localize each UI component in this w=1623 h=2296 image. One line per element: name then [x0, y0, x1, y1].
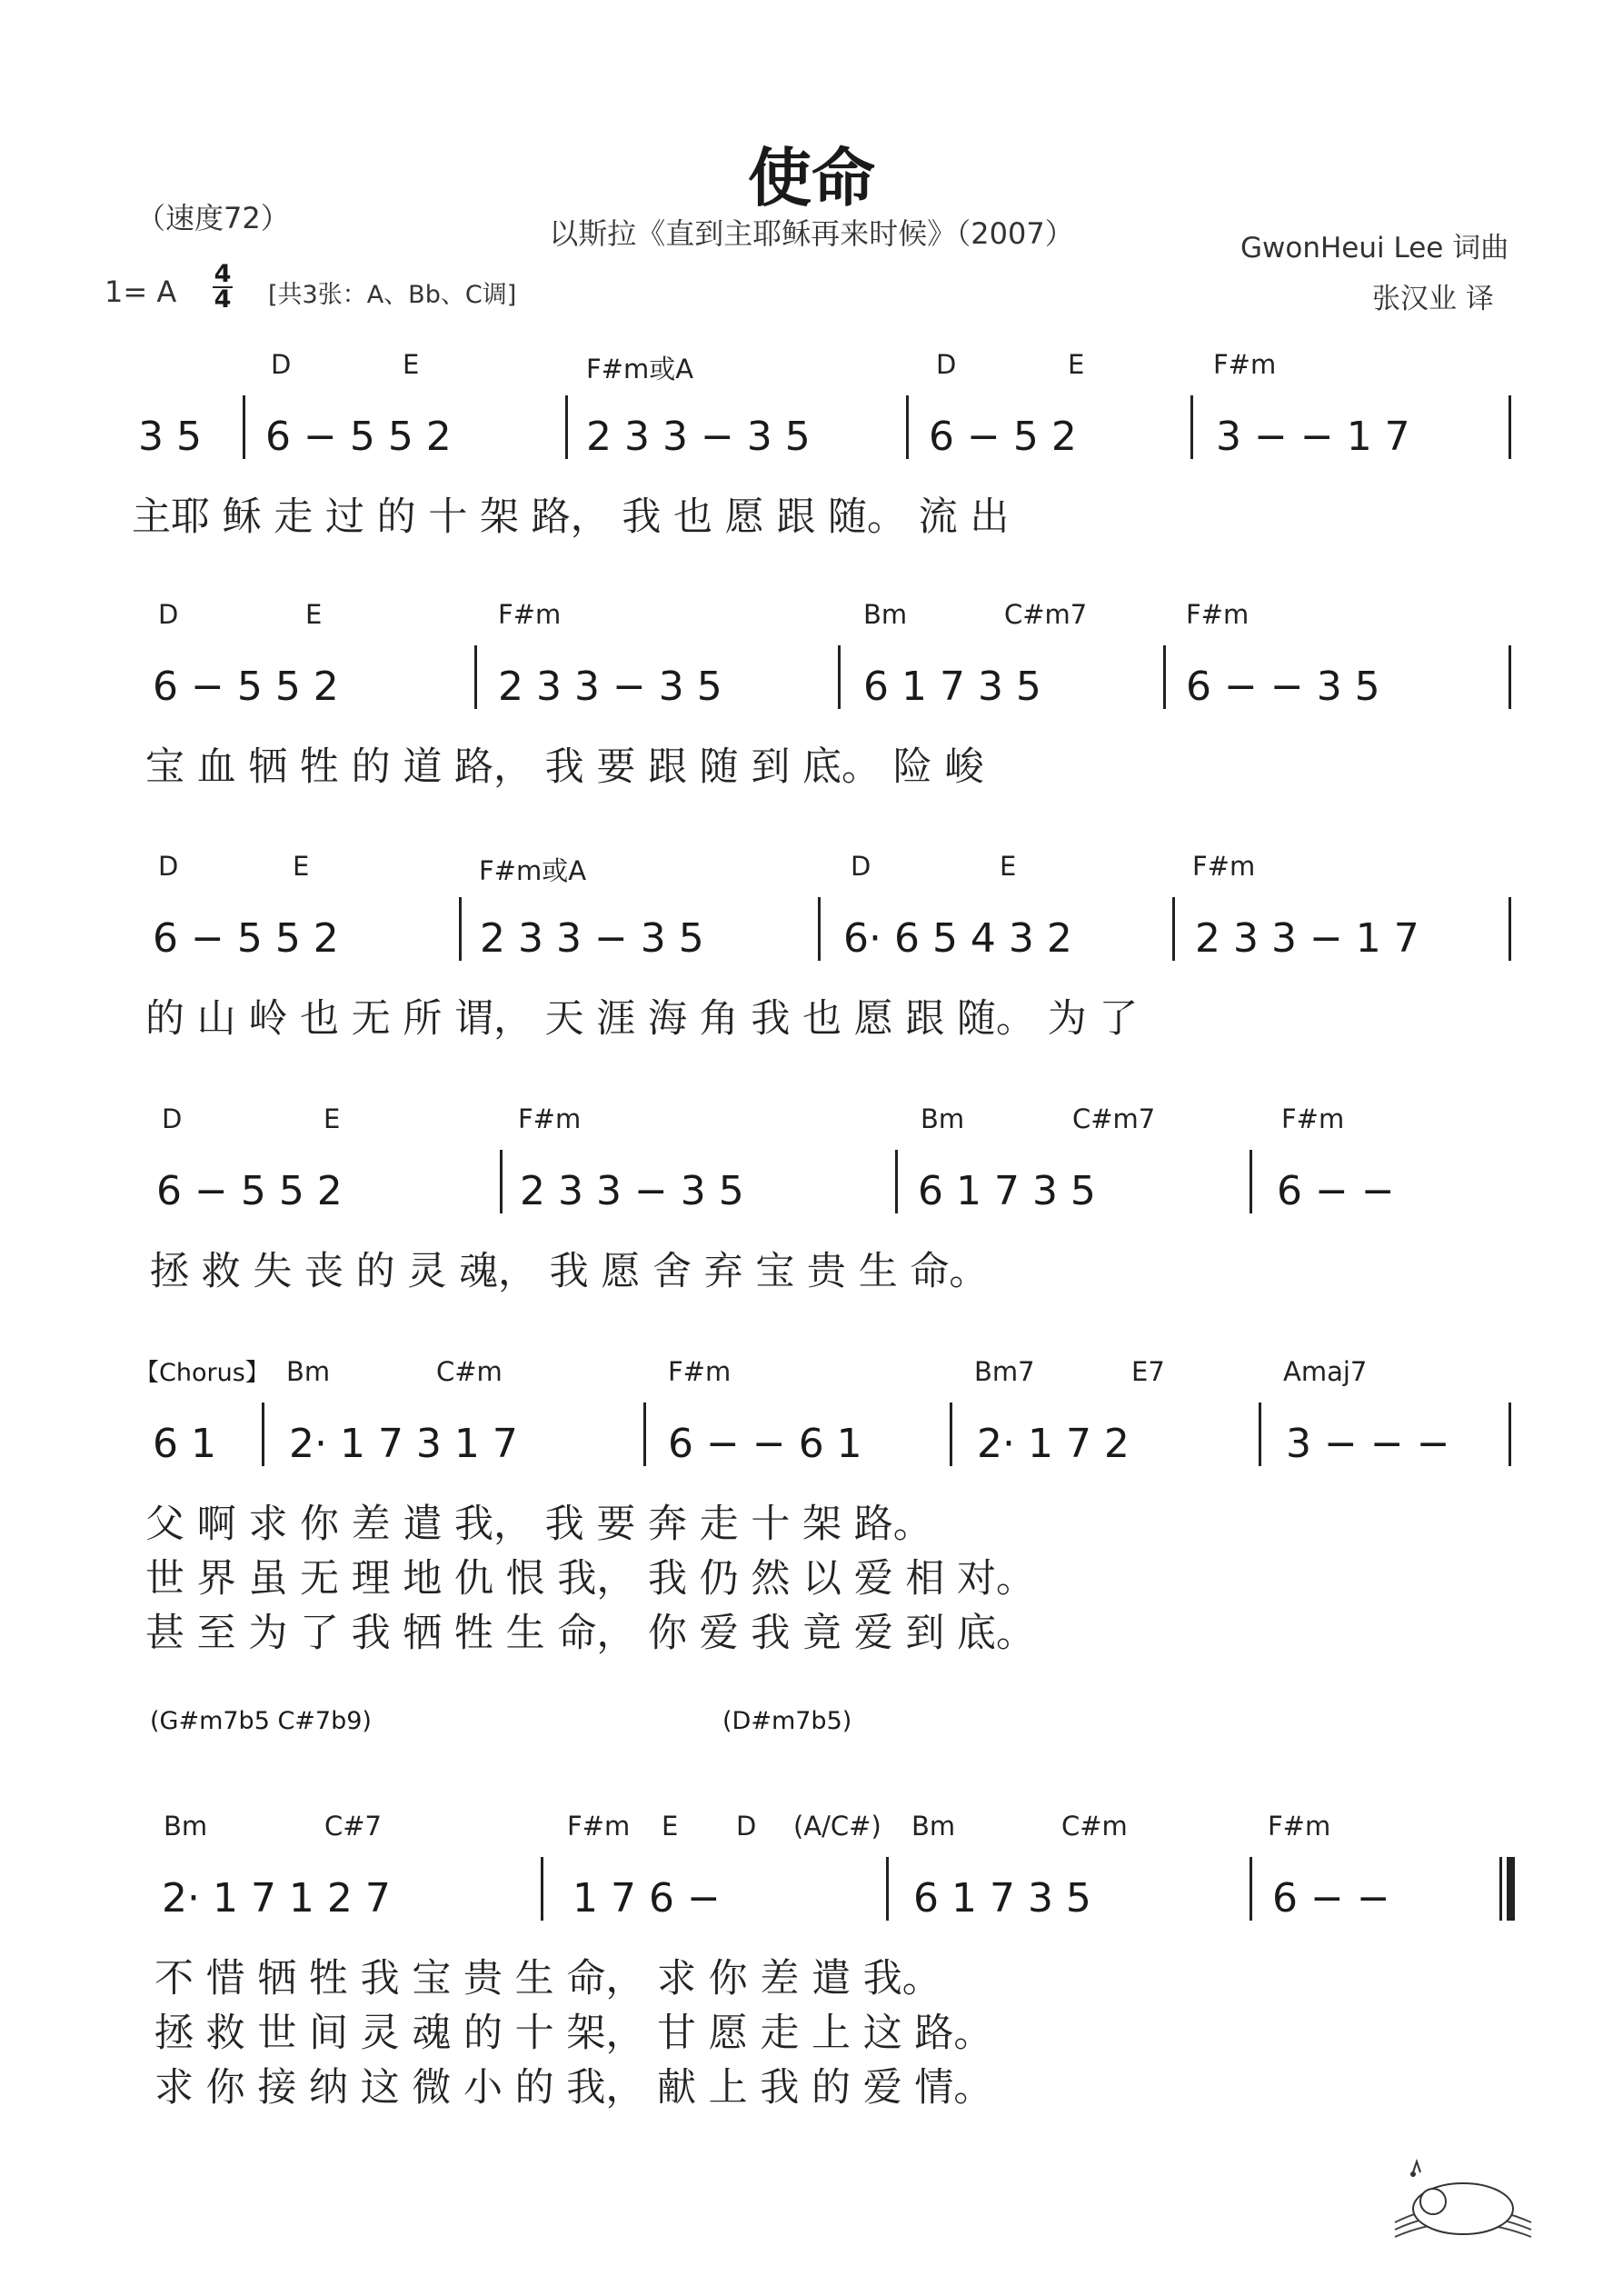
bar-line	[262, 1403, 264, 1466]
chord: D	[271, 349, 292, 380]
bar-line	[459, 897, 462, 961]
bar-line	[1508, 645, 1511, 709]
bar-line	[906, 395, 909, 459]
chord: C#m7	[1004, 599, 1088, 630]
notes: 3 − − 1 7	[1216, 414, 1410, 460]
bar-line	[1172, 897, 1175, 961]
bar-line	[1259, 1403, 1261, 1466]
chord: E7	[1131, 1356, 1165, 1387]
chord: F#m或A	[586, 354, 694, 384]
system-5-chorus	[0, 1343, 1623, 1662]
translator-credit: 张汉业 译	[1372, 283, 1494, 315]
system-3	[0, 838, 1623, 1047]
time-sig-top: 4	[214, 260, 232, 288]
chord: Bm	[921, 1103, 965, 1134]
lyric-line: 拯 救 世 间 灵 魂 的 十 架， 甘 愿 走 上 这 路。	[154, 2011, 993, 2056]
notes: 6 − − 6 1	[668, 1421, 862, 1467]
bar-line	[1250, 1150, 1252, 1213]
bar-line	[818, 897, 821, 961]
song-title: 使命	[748, 141, 875, 215]
chord: E	[305, 599, 323, 630]
bar-line	[838, 645, 841, 709]
system-2	[0, 586, 1623, 795]
time-sig-bottom: 4	[214, 285, 232, 314]
chord: C#m	[436, 1356, 503, 1387]
lyric-line: 的 山 岭 也 无 所 谓， 天 涯 海 角 我 也 愿 跟 随。 为 了	[145, 996, 1139, 1042]
chord: D	[936, 349, 957, 380]
chord: F#m	[1186, 599, 1250, 630]
notes: 3 5	[138, 414, 202, 460]
bar-line	[1508, 395, 1511, 459]
sheep-logo-icon	[1386, 2136, 1540, 2254]
bar-line	[500, 1150, 503, 1213]
lyric-line: 宝 血 牺 牲 的 道 路， 我 要 跟 随 到 底。 险 峻	[145, 744, 984, 790]
notes: 6 1 7 3 5	[913, 1875, 1091, 1922]
lyric-line: 主耶 稣 走 过 的 十 架 路， 我 也 愿 跟 随。 流 出	[132, 494, 1010, 540]
system-1	[0, 336, 1623, 545]
bar-line	[243, 395, 245, 459]
chord: Bm	[286, 1356, 331, 1387]
chord: D	[158, 599, 179, 630]
lyric-line: 不 惜 牺 牲 我 宝 贵 生 命， 求 你 差 遣 我。	[154, 1956, 941, 2002]
chord: C#7	[324, 1811, 382, 1842]
notes: 2 3 3 − 3 5	[498, 664, 722, 710]
lyric-line: 甚 至 为 了 我 牺 牲 生 命， 你 爱 我 竟 爱 到 底。	[145, 1611, 1036, 1656]
chord: E	[1000, 851, 1017, 882]
lyric-line: 拯 救 失 丧 的 灵 魂， 我 愿 舍 弃 宝 贵 生 命。	[150, 1249, 989, 1294]
chord: E	[1068, 349, 1085, 380]
notes: 1 7 6 −	[573, 1875, 721, 1922]
alt-chords-1: (G#m7b5 C#7b9)	[150, 1707, 372, 1735]
chord: F#m	[567, 1811, 631, 1842]
chorus-label: 【Chorus】	[134, 1359, 270, 1387]
chord: F#m或A	[479, 855, 587, 886]
chord: Amaj7	[1283, 1356, 1368, 1387]
notes: 6 − −	[1272, 1875, 1390, 1922]
bar-line	[565, 395, 568, 459]
notes: 6 1 7 3 5	[918, 1168, 1096, 1214]
chord: D	[158, 851, 179, 882]
notes: 2· 1 7 1 2 7	[162, 1875, 391, 1922]
bar-line	[643, 1403, 646, 1466]
chord: F#m	[668, 1356, 732, 1387]
chord: F#m	[498, 599, 562, 630]
notes: 6 − 5 5 2	[265, 414, 452, 460]
chord: C#m7	[1072, 1103, 1156, 1134]
bar-line	[1190, 395, 1193, 459]
bar-line	[950, 1403, 952, 1466]
key-signature: 1= A	[105, 275, 177, 309]
composer-credit: GwonHeui Lee 词曲	[1240, 232, 1509, 265]
chord: F#m	[1213, 349, 1277, 380]
bar-line	[1508, 1403, 1511, 1466]
final-bar-line-thick	[1507, 1857, 1515, 1921]
bar-line	[1163, 645, 1166, 709]
chord: D	[736, 1811, 757, 1842]
chord: E	[403, 349, 420, 380]
notes: 6 − − 3 5	[1186, 664, 1380, 710]
notes: 2 3 3 − 3 5	[520, 1168, 744, 1214]
song-source: 以斯拉《直到主耶稣再来时候》（2007）	[549, 216, 1074, 251]
notes: 2 3 3 − 1 7	[1195, 915, 1419, 962]
notes: 2· 1 7 3 1 7	[289, 1421, 518, 1467]
chord: (A/C#)	[793, 1811, 881, 1842]
notes: 3 − − −	[1286, 1421, 1450, 1467]
chord: C#m	[1061, 1811, 1128, 1842]
bar-line	[886, 1857, 889, 1921]
notes: 6 − −	[1277, 1168, 1395, 1214]
notes: 2· 1 7 2	[977, 1421, 1130, 1467]
chord: E	[662, 1811, 679, 1842]
chord: Bm	[911, 1811, 956, 1842]
key-note: [共3张：A、Bb、C调]	[268, 281, 517, 309]
bar-line	[895, 1150, 898, 1213]
time-signature	[209, 260, 236, 314]
chord: D	[162, 1103, 183, 1134]
chord: Bm7	[974, 1356, 1035, 1387]
bar-line	[474, 645, 477, 709]
notes: 6 1	[153, 1421, 216, 1467]
chord: Bm	[863, 599, 908, 630]
notes: 2 3 3 − 3 5	[480, 915, 704, 962]
chord: F#m	[1281, 1103, 1345, 1134]
chord: E	[324, 1103, 341, 1134]
alt-chords-2: (D#m7b5)	[722, 1707, 852, 1735]
chord: F#m	[1268, 1811, 1331, 1842]
lyric-line: 父 啊 求 你 差 遣 我， 我 要 奔 走 十 架 路。	[145, 1502, 932, 1547]
tempo-marking: （速度72）	[136, 201, 290, 235]
chord: F#m	[518, 1103, 582, 1134]
notes: 6 1 7 3 5	[863, 664, 1041, 710]
notes: 6· 6 5 4 3 2	[843, 915, 1072, 962]
bar-line	[541, 1857, 543, 1921]
chord: Bm	[164, 1811, 208, 1842]
notes: 2 3 3 − 3 5	[586, 414, 811, 460]
chord: F#m	[1192, 851, 1256, 882]
notes: 6 − 5 5 2	[156, 1168, 343, 1214]
bar-line	[1508, 897, 1511, 961]
lyric-line: 世 界 虽 无 理 地 仇 恨 我， 我 仍 然 以 爱 相 对。	[145, 1556, 1036, 1602]
chord: E	[293, 851, 310, 882]
system-4	[0, 1091, 1623, 1300]
notes: 6 − 5 2	[929, 414, 1077, 460]
bar-line	[1250, 1857, 1252, 1921]
chord: D	[851, 851, 871, 882]
system-6	[0, 1798, 1623, 2116]
final-bar-line-thin	[1499, 1857, 1502, 1921]
lyric-line: 求 你 接 纳 这 微 小 的 我， 献 上 我 的 爱 情。	[154, 2065, 993, 2111]
notes: 6 − 5 5 2	[153, 915, 339, 962]
notes: 6 − 5 5 2	[153, 664, 339, 710]
sheep-logo	[1386, 2136, 1540, 2254]
